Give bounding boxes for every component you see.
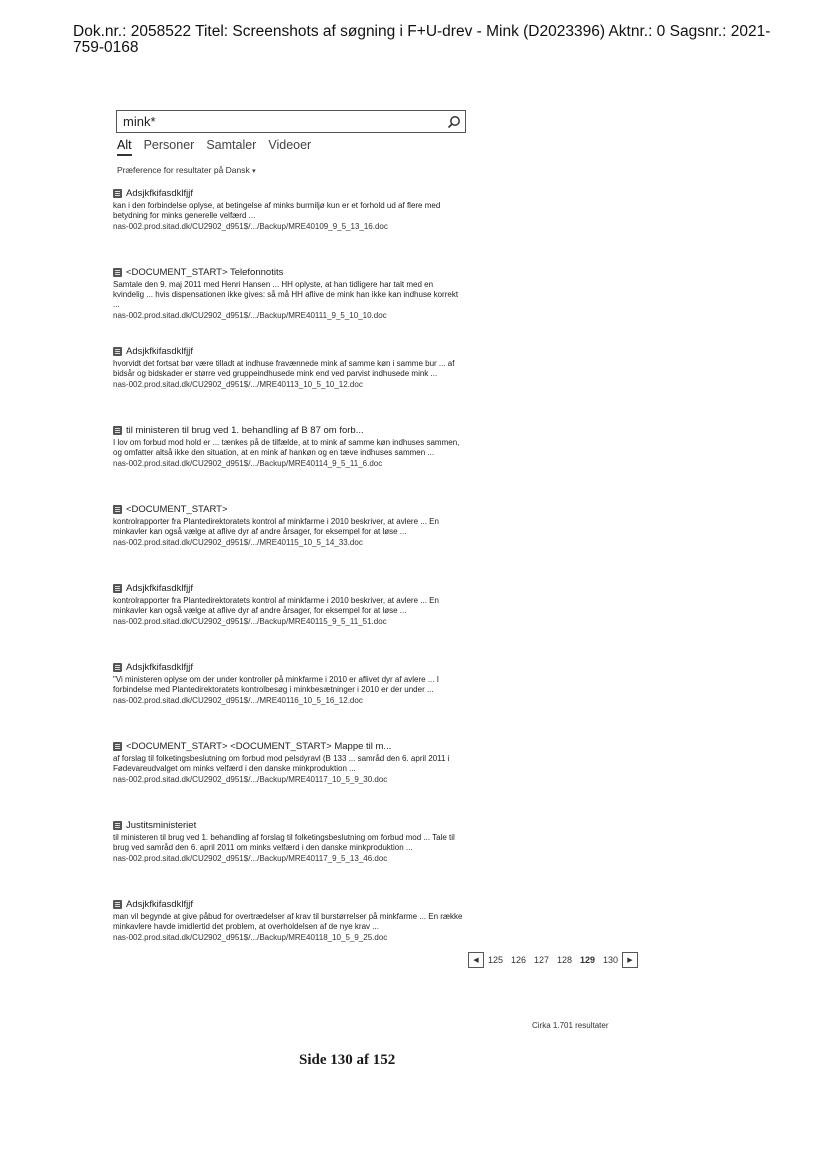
result-snippet: til ministeren til brug ved 1. behandling af forslag til folketingsbeslutning om forbud mod ... Tale til brug ved samråd den 6. april 2011 om minks velfærd i den danske minkproduktion ...	[113, 833, 455, 852]
tab-alt[interactable]: Alt	[117, 138, 132, 156]
page-link[interactable]: 125	[487, 955, 504, 965]
chevron-down-icon: ▾	[252, 168, 256, 175]
result-title[interactable]: <DOCUMENT_START> <DOCUMENT_START> Mappe til m...	[126, 741, 392, 752]
result-title[interactable]: <DOCUMENT_START> Telefonnotits	[126, 267, 284, 278]
result-snippet: "Vi ministeren oplyse om der under kontroller på minkfarme i 2010 er aflivet dyr af avlere ... I forbindelse med Plantedirektoratets kontrolbesøg i minkbesætninger i 2010 er der under ...	[113, 675, 439, 694]
result-snippet: I lov om forbud mod hold er ... tænkes på de tilfælde, at to mink af samme køn indhuses sammen, og omfatter altså ikke den situation, at en mink af hankøn og en tæve indhuses sammen ...	[113, 438, 460, 457]
tab-samtaler[interactable]: Samtaler	[206, 138, 257, 152]
result-count: Cirka 1.701 resultater	[532, 1021, 609, 1030]
footer-page-total: 152	[372, 1052, 396, 1068]
document-icon	[113, 426, 122, 435]
result-item	[113, 425, 463, 504]
document-icon	[113, 663, 122, 672]
search-icon[interactable]	[443, 111, 465, 133]
footer-page-number: 130	[330, 1052, 353, 1068]
document-icon	[113, 900, 122, 909]
document-icon	[113, 742, 122, 751]
result-snippet: kan i den forbindelse oplyse, at betingelse af minks burmiljø kun er et forhold ud af flere med betydning for minks generelle velfærd ...	[113, 201, 441, 220]
result-snippet: hvorvidt det fortsat bør være tilladt at indhuse fravænnede mink af samme køn i samme bur ... af bidsår og bidskader er større ved gruppeindhusede mink end ved parvist indhusede mink ...	[113, 359, 455, 378]
result-item	[113, 899, 463, 978]
result-title[interactable]: <DOCUMENT_START>	[126, 504, 228, 515]
document-icon	[113, 584, 122, 593]
result-title[interactable]: Adsjkfkifasdklfjjf	[126, 899, 194, 910]
result-title[interactable]: Adsjkfkifasdklfjjf	[126, 662, 194, 673]
result-snippet: man vil begynde at give påbud for overtrædelser af krav til burstørrelser på minkfarme ... En række minkavlere havde imidlertid det problem, at overholdelsen af de nye krav ...	[113, 912, 463, 931]
language-preference[interactable]	[117, 165, 256, 175]
chevron-left-icon[interactable]: ◀	[468, 952, 484, 968]
page-link-current: 129	[579, 955, 596, 965]
results-list	[113, 188, 463, 978]
result-url: nas-002.prod.sitad.dk/CU2902_d951$/.../Backup/MRE40114_9_5_11_6.doc	[113, 459, 383, 468]
result-snippet: Samtale den 9. maj 2011 med Henri Hansen ... HH oplyste, at han tidligere har talt med en kvindelig ... hvis dispensationen ikke gives: så må HH aflive de mink han ikke kan indhuse korrekt ...	[113, 280, 459, 309]
document-icon	[113, 821, 122, 830]
result-item	[113, 662, 463, 741]
result-title[interactable]: Adsjkfkifasdklfjjf	[126, 583, 194, 594]
result-title[interactable]: til ministeren til brug ved 1. behandling af B 87 om forb...	[126, 425, 364, 436]
result-item	[113, 741, 463, 820]
page-link[interactable]: 126	[510, 955, 527, 965]
tab-personer[interactable]: Personer	[143, 138, 195, 152]
result-title[interactable]: Justitsministeriet	[126, 820, 197, 831]
result-item	[113, 267, 463, 346]
result-snippet: kontrolrapporter fra Plantedirektoratets kontrol af minkfarme i 2010 beskriver, at avlere ... En minkavler kan også vælge at aflive dyr af andre årsager, for eksempel for at løse ...	[113, 517, 439, 536]
result-url: nas-002.prod.sitad.dk/CU2902_d951$/.../MRE40113_10_5_10_12.doc	[113, 380, 363, 389]
result-url: nas-002.prod.sitad.dk/CU2902_d951$/.../Backup/MRE40117_9_5_13_46.doc	[113, 854, 388, 863]
result-url: nas-002.prod.sitad.dk/CU2902_d951$/.../Backup/MRE40118_10_5_9_25.doc	[113, 933, 388, 942]
page-link[interactable]: 127	[533, 955, 550, 965]
document-header: Dok.nr.: 2058522 Titel: Screenshots af søgning i F+U-drev - Mink (D2023396) Aktnr.: 0 Sagsnr.: 2021-759-0168	[73, 23, 771, 56]
footer-prefix: Side	[299, 1052, 331, 1068]
page-link[interactable]: 130	[602, 955, 619, 965]
search-box[interactable]	[116, 110, 466, 133]
result-item	[113, 820, 463, 899]
document-icon	[113, 189, 122, 198]
result-item	[113, 346, 463, 425]
result-snippet: kontrolrapporter fra Plantedirektoratets kontrol af minkfarme i 2010 beskriver, at avlere ... En minkavler kan også vælge at aflive dyr af andre årsager, for eksempel for at løse ...	[113, 596, 439, 615]
result-item	[113, 583, 463, 662]
result-title[interactable]: Adsjkfkifasdklfjjf	[126, 188, 194, 199]
document-icon	[113, 347, 122, 356]
tab-videoer[interactable]: Videoer	[268, 138, 312, 152]
result-url: nas-002.prod.sitad.dk/CU2902_d951$/.../Backup/MRE40111_9_5_10_10.doc	[113, 311, 387, 320]
language-preference-label: Præference for resultater på Dansk	[117, 165, 250, 175]
search-input[interactable]	[117, 111, 443, 132]
result-title[interactable]: Adsjkfkifasdklfjjf	[126, 346, 194, 357]
chevron-right-icon[interactable]: ▶	[622, 952, 638, 968]
result-url: nas-002.prod.sitad.dk/CU2902_d951$/.../Backup/MRE40115_9_5_11_51.doc	[113, 617, 387, 626]
result-url: nas-002.prod.sitad.dk/CU2902_d951$/.../Backup/MRE40117_10_5_9_30.doc	[113, 775, 388, 784]
page-link[interactable]: 128	[556, 955, 573, 965]
result-url: nas-002.prod.sitad.dk/CU2902_d951$/.../MRE40116_10_5_16_12.doc	[113, 696, 363, 705]
result-item	[113, 188, 463, 267]
result-url: nas-002.prod.sitad.dk/CU2902_d951$/.../MRE40115_10_5_14_33.doc	[113, 538, 363, 547]
result-snippet: af forslag til folketingsbeslutning om forbud mod pelsdyravl (B 133 ... samråd den 6. april 2011 i Fødevareudvalget om minks velfærd i den danske minkproduktion ...	[113, 754, 450, 773]
result-item	[113, 504, 463, 583]
result-url: nas-002.prod.sitad.dk/CU2902_d951$/.../Backup/MRE40109_9_5_13_16.doc	[113, 222, 388, 231]
pagination	[468, 952, 638, 968]
footer-middle: af	[352, 1052, 373, 1068]
document-icon	[113, 505, 122, 514]
document-icon	[113, 268, 122, 277]
search-tabs	[117, 138, 311, 156]
